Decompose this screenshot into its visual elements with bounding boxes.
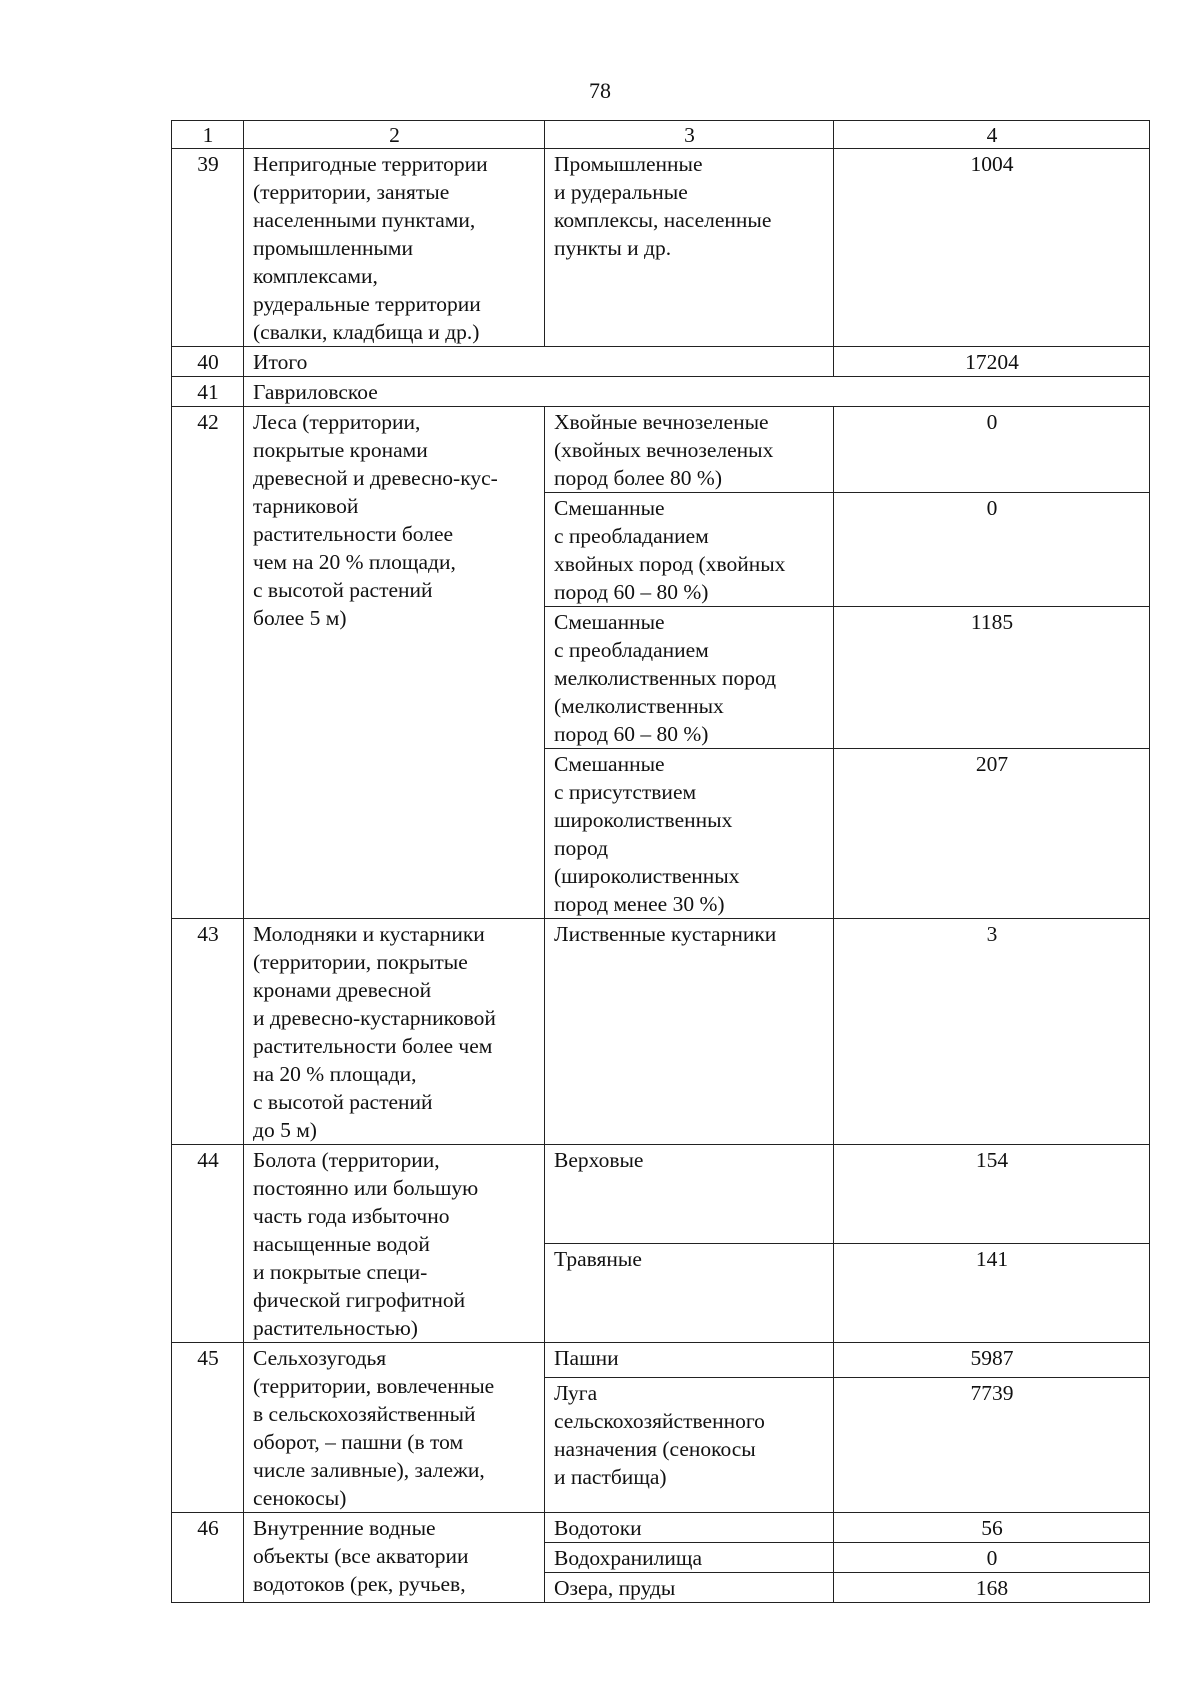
table-row bbox=[172, 149, 1150, 347]
area-value: 0 bbox=[834, 407, 1150, 493]
row-number: 43 bbox=[172, 919, 244, 1145]
column-number-1: 1 bbox=[172, 121, 244, 149]
row-number: 41 bbox=[172, 377, 244, 407]
row-number: 45 bbox=[172, 1343, 244, 1513]
category-cell: Внутренние водные объекты (все акватории водотоков (рек, ручьев, bbox=[244, 1513, 545, 1603]
header-row bbox=[172, 121, 1150, 149]
section-title: Гавриловское bbox=[244, 377, 1150, 407]
type-cell: Водохранилища bbox=[545, 1543, 834, 1573]
total-label: Итого bbox=[244, 347, 834, 377]
row-number: 44 bbox=[172, 1145, 244, 1343]
page-number: 78 bbox=[589, 78, 611, 103]
type-cell: Озера, пруды bbox=[545, 1573, 834, 1603]
land-cover-table bbox=[171, 120, 1150, 1603]
type-cell: Смешанные с преобладанием хвойных пород (хвойных пород 60 – 80 %) bbox=[545, 493, 834, 607]
column-number-2: 2 bbox=[244, 121, 545, 149]
type-cell: Смешанные с преобладанием мелколиственных пород (мелколиственных пород 60 – 80 %) bbox=[545, 607, 834, 749]
category-cell: Болота (территории, постоянно или большую часть года избыточно насыщенные водой и покрытые специ- фической гигрофитной растительностью) bbox=[244, 1145, 545, 1343]
area-value: 1004 bbox=[834, 149, 1150, 347]
table-row bbox=[172, 347, 1150, 377]
type-cell: Смешанные с присутствием широколиственных пород (широколиственных пород менее 30 %) bbox=[545, 749, 834, 919]
area-value: 207 bbox=[834, 749, 1150, 919]
table-row bbox=[172, 1343, 1150, 1378]
area-value: 0 bbox=[834, 1543, 1150, 1573]
row-number: 46 bbox=[172, 1513, 244, 1603]
table-row bbox=[172, 919, 1150, 1145]
type-cell: Водотоки bbox=[545, 1513, 834, 1543]
category-cell: Непригодные территории (территории, занятые населенными пунктами, промышленными комплексами, рудеральные территории (свалки, кладбища и др.) bbox=[244, 149, 545, 347]
type-cell: Травяные bbox=[545, 1244, 834, 1343]
type-cell: Лиственные кустарники bbox=[545, 919, 834, 1145]
area-value: 3 bbox=[834, 919, 1150, 1145]
table-row bbox=[172, 1145, 1150, 1244]
column-number-3: 3 bbox=[545, 121, 834, 149]
row-number: 42 bbox=[172, 407, 244, 919]
area-value: 7739 bbox=[834, 1378, 1150, 1513]
row-number: 39 bbox=[172, 149, 244, 347]
type-cell: Луга сельскохозяйственного назначения (сенокосы и пастбища) bbox=[545, 1378, 834, 1513]
type-cell: Пашни bbox=[545, 1343, 834, 1378]
type-cell: Хвойные вечнозеленые (хвойных вечнозеленых пород более 80 %) bbox=[545, 407, 834, 493]
row-number: 40 bbox=[172, 347, 244, 377]
area-value: 141 bbox=[834, 1244, 1150, 1343]
category-cell: Молодняки и кустарники (территории, покрытые кронами древесной и древесно-кустарниковой растительности более чем на 20 % площади, с высотой растений до 5 м) bbox=[244, 919, 545, 1145]
table-row bbox=[172, 407, 1150, 493]
area-value: 5987 bbox=[834, 1343, 1150, 1378]
area-value: 56 bbox=[834, 1513, 1150, 1543]
area-value: 168 bbox=[834, 1573, 1150, 1603]
column-number-4: 4 bbox=[834, 121, 1150, 149]
type-cell: Промышленные и рудеральные комплексы, населенные пункты и др. bbox=[545, 149, 834, 347]
area-value: 154 bbox=[834, 1145, 1150, 1244]
area-value: 1185 bbox=[834, 607, 1150, 749]
type-cell: Верховые bbox=[545, 1145, 834, 1244]
table-row bbox=[172, 1513, 1150, 1543]
table-row bbox=[172, 377, 1150, 407]
total-value: 17204 bbox=[834, 347, 1150, 377]
category-cell: Сельхозугодья (территории, вовлеченные в сельскохозяйственный оборот, – пашни (в том числе заливные), залежи, сенокосы) bbox=[244, 1343, 545, 1513]
area-value: 0 bbox=[834, 493, 1150, 607]
category-cell: Леса (территории, покрытые кронами древесной и древесно-кус- тарниковой растительности более чем на 20 % площади, с высотой растений более 5 м) bbox=[244, 407, 545, 919]
